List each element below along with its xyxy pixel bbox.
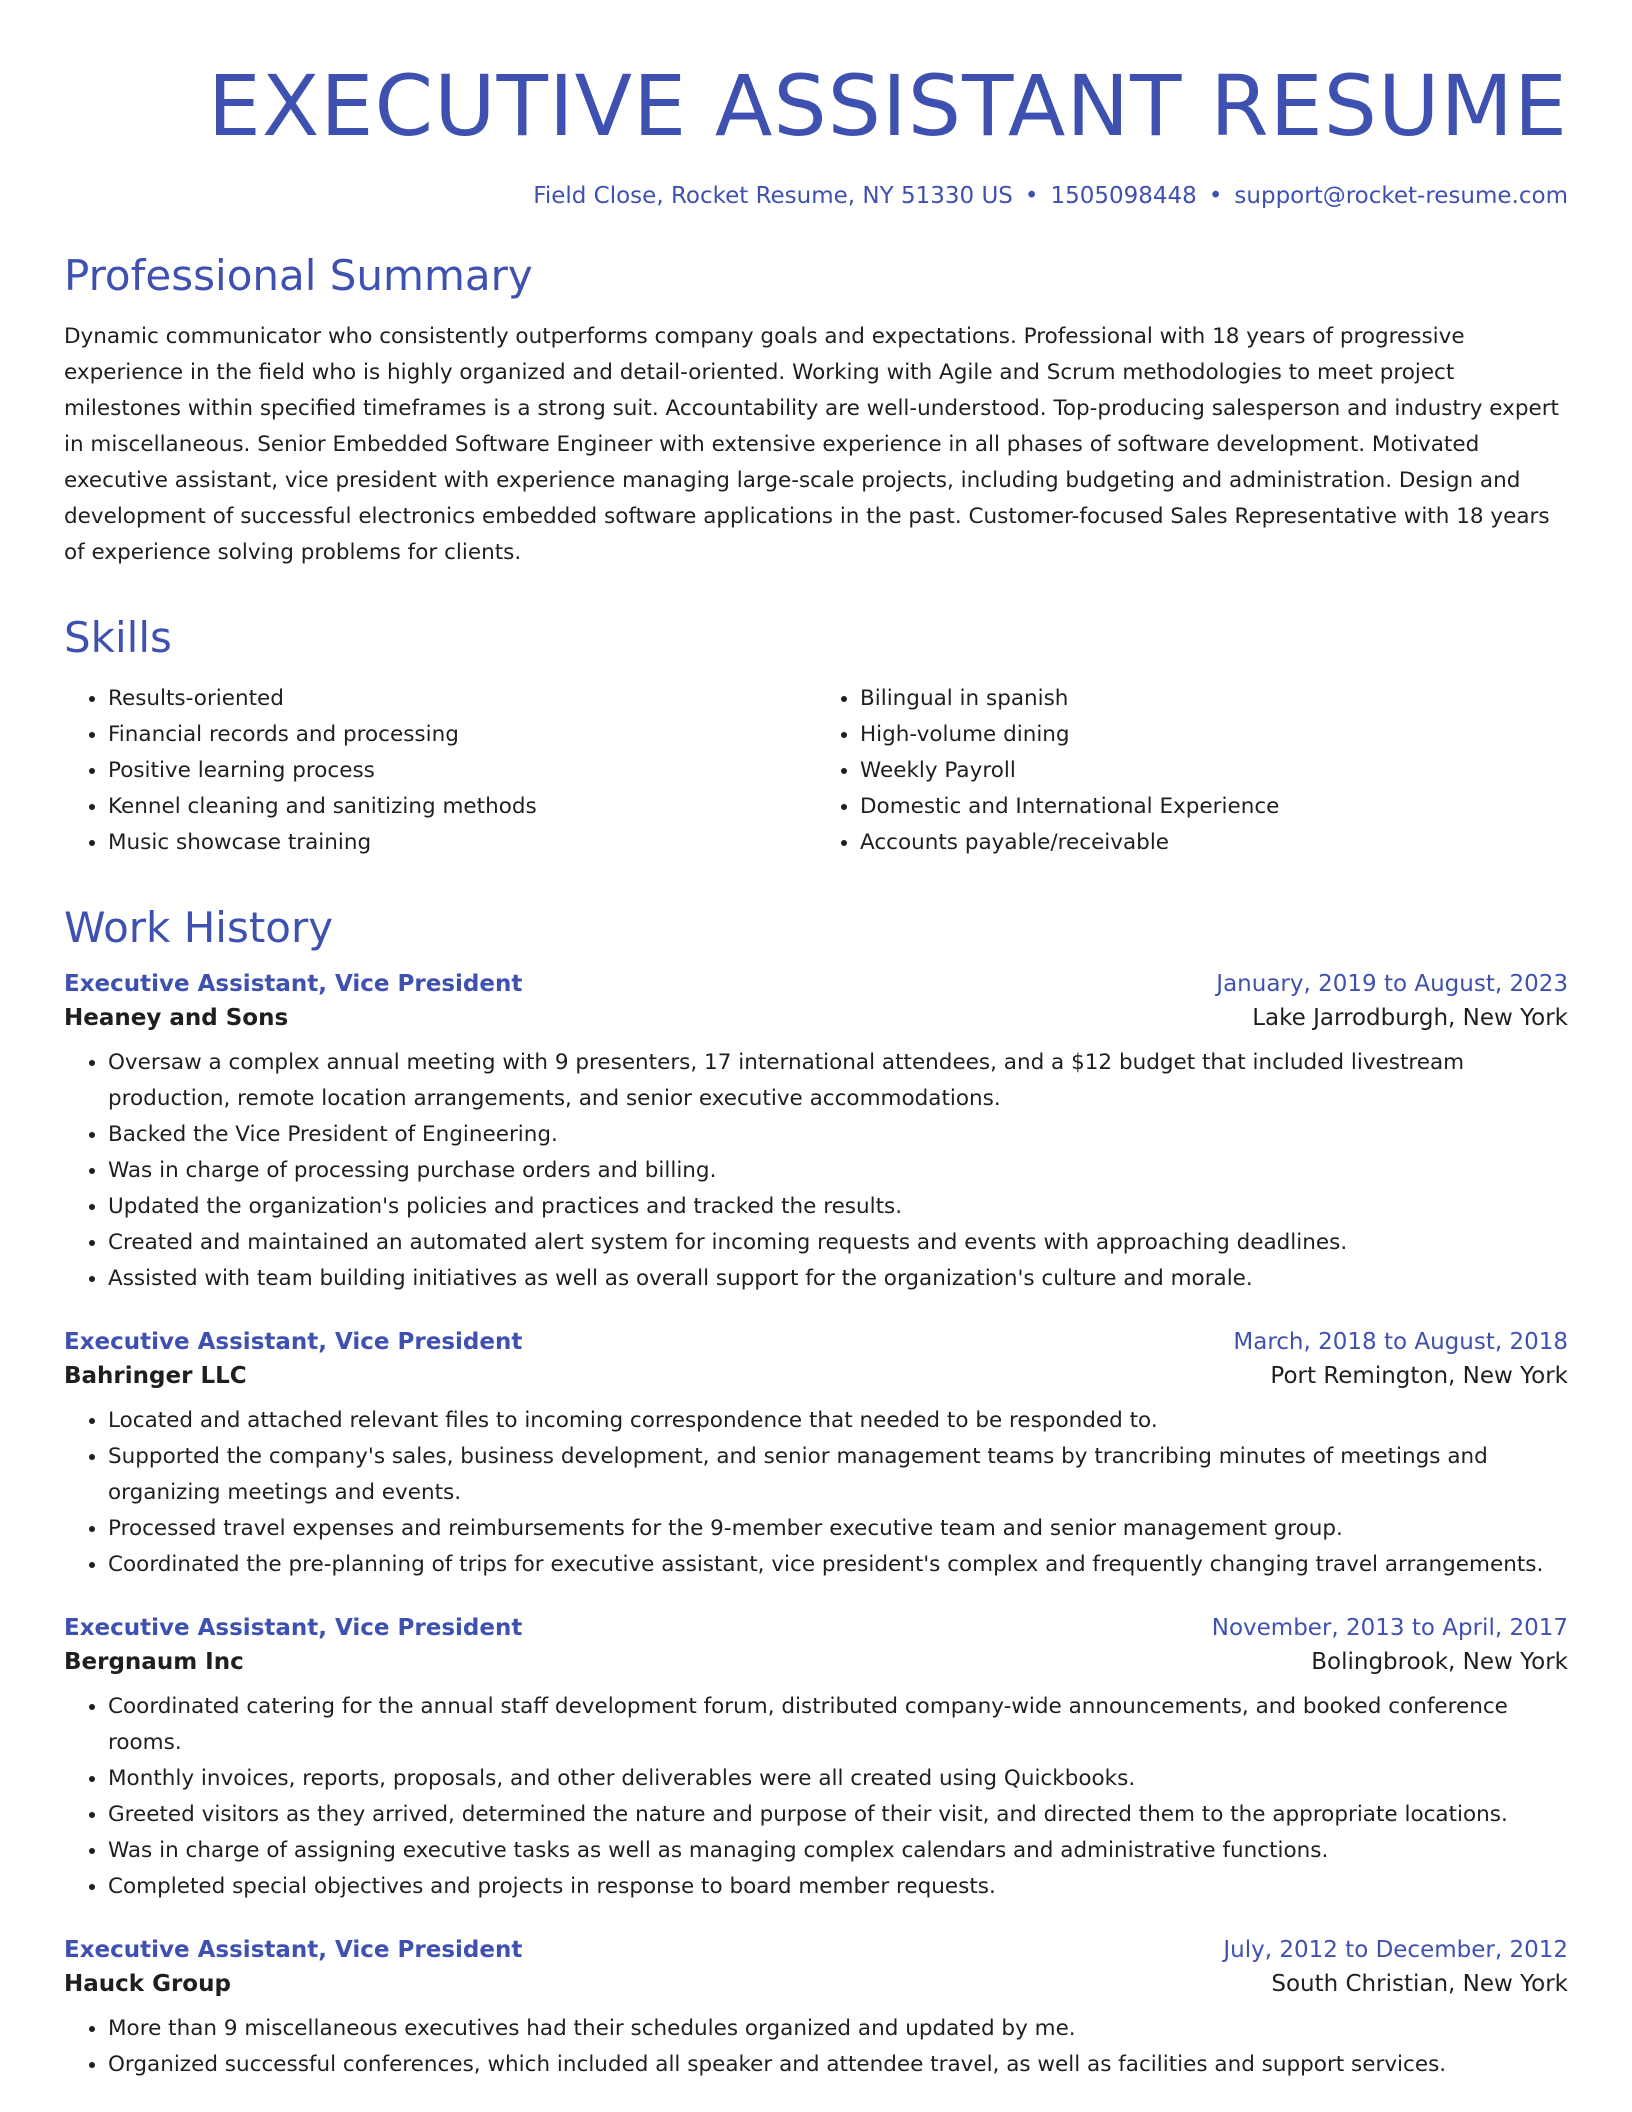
duty-item: • Supported the company's sales, business development, and senior management teams by trancribing minutes of meetings and organizing meetings and events.: [108, 1439, 1568, 1511]
job-entry: [64, 1615, 1568, 1905]
job-location: Bolingbrook, New York: [1311, 1649, 1568, 1676]
job-header: [64, 1615, 1568, 1641]
summary-text: Dynamic communicator who consistently outperforms company goals and expectations. Professional with 18 years of progressive experience in the field who is highly organized and detail-oriented. Working with Agile and Scrum methodologies to meet project milestones within specified timeframes is a strong suit. Accountability are well-understood. Top-producing salesperson and industry expert in miscellaneous. Senior Embedded Software Engineer with extensive experience in all phases of software development. Motivated executive assistant, vice president with experience managing large-scale projects, including budgeting and administration. Design and development of successful electronics embedded software applications in the past. Customer-focused Sales Representative with 18 years of experience solving problems for clients.: [64, 323, 1559, 565]
job-location: Lake Jarrodburgh, New York: [1252, 1005, 1568, 1032]
job-duties: [64, 1689, 1568, 1905]
job-duties: [64, 2011, 1568, 2083]
duty-item: • More than 9 miscellaneous executives had their schedules organized and updated by me.: [108, 2011, 1568, 2047]
job-location: Port Remington, New York: [1270, 1363, 1568, 1390]
job-entry: [64, 1937, 1568, 2083]
job-header: [64, 1329, 1568, 1355]
duty-item: • Coordinated catering for the annual staff development forum, distributed company-wide announcements, and booked conference rooms.: [108, 1689, 1568, 1761]
duty-item: • Assisted with team building initiatives as well as overall support for the organization's culture and morale.: [108, 1261, 1568, 1297]
skill-item: • Weekly Payroll: [860, 753, 1568, 789]
skills-list: [64, 681, 1568, 861]
contact-line: [64, 183, 1568, 209]
skill-item: • Bilingual in spanish: [860, 681, 1568, 717]
job-duties: [64, 1045, 1568, 1297]
company-name: Hauck Group: [64, 1971, 231, 1998]
job-title: Executive Assistant, Vice President: [64, 1937, 523, 1964]
skills-column-right: [816, 681, 1568, 861]
duty-item: • Was in charge of assigning executive tasks as well as managing complex calendars and administrative functions.: [108, 1833, 1568, 1869]
summary-heading: Professional Summary: [64, 250, 533, 300]
address-text: Field Close, Rocket Resume, NY 51330 US: [533, 182, 1013, 209]
job-dates: November, 2013 to April, 2017: [1211, 1615, 1568, 1642]
job-dates: March, 2018 to August, 2018: [1233, 1329, 1568, 1356]
job-dates: January, 2019 to August, 2023: [1216, 971, 1568, 998]
job-dates: July, 2012 to December, 2012: [1223, 1937, 1568, 1964]
duty-item: • Completed special objectives and projects in response to board member requests.: [108, 1869, 1568, 1905]
skill-item: • Music showcase training: [108, 825, 816, 861]
skill-item: • Kennel cleaning and sanitizing methods: [108, 789, 816, 825]
job-duties: [64, 1403, 1568, 1583]
duty-item: • Coordinated the pre-planning of trips for executive assistant, vice president's complex and frequently changing travel arrangements.: [108, 1547, 1568, 1583]
job-subheader: [64, 1005, 1568, 1031]
duty-item: • Updated the organization's policies and practices and tracked the results.: [108, 1189, 1568, 1225]
job-entry: [64, 971, 1568, 1297]
skill-item: • Positive learning process: [108, 753, 816, 789]
skills-column-left: [64, 681, 816, 861]
job-title: Executive Assistant, Vice President: [64, 1329, 523, 1356]
skill-item: • High-volume dining: [860, 717, 1568, 753]
duty-item: • Was in charge of processing purchase orders and billing.: [108, 1153, 1568, 1189]
phone-text: 1505098448: [1050, 182, 1197, 209]
duty-item: • Located and attached relevant files to incoming correspondence that needed to be responded to.: [108, 1403, 1568, 1439]
duty-item: • Organized successful conferences, which included all speaker and attendee travel, as well as facilities and support services.: [108, 2047, 1568, 2083]
skill-item: • Domestic and International Experience: [860, 789, 1568, 825]
job-header: [64, 1937, 1568, 1963]
duty-item: • Processed travel expenses and reimbursements for the 9-member executive team and senior management group.: [108, 1511, 1568, 1547]
job-title: Executive Assistant, Vice President: [64, 1615, 523, 1642]
duty-item: • Monthly invoices, reports, proposals, and other deliverables were all created using Quickbooks.: [108, 1761, 1568, 1797]
duty-item: • Created and maintained an automated alert system for incoming requests and events with approaching deadlines.: [108, 1225, 1568, 1261]
job-entry: [64, 1329, 1568, 1583]
job-location: South Christian, New York: [1271, 1971, 1568, 1998]
skills-heading: Skills: [64, 612, 172, 662]
company-name: Bahringer LLC: [64, 1363, 247, 1390]
skill-item: • Financial records and processing: [108, 717, 816, 753]
duty-item: • Greeted visitors as they arrived, determined the nature and purpose of their visit, and directed them to the appropriate locations.: [108, 1797, 1568, 1833]
job-subheader: [64, 1363, 1568, 1389]
separator-dot: •: [1208, 182, 1223, 209]
work-history-heading: Work History: [64, 903, 334, 953]
company-name: Bergnaum Inc: [64, 1649, 244, 1676]
company-name: Heaney and Sons: [64, 1005, 289, 1032]
job-header: [64, 971, 1568, 997]
job-subheader: [64, 1649, 1568, 1675]
skill-item: • Results-oriented: [108, 681, 816, 717]
job-title: Executive Assistant, Vice President: [64, 971, 523, 998]
duty-item: • Backed the Vice President of Engineering.: [108, 1117, 1568, 1153]
job-subheader: [64, 1971, 1568, 1997]
email-link[interactable]: support@rocket-resume.com: [1234, 182, 1568, 209]
separator-dot: •: [1024, 182, 1039, 209]
resume-title: EXECUTIVE ASSISTANT RESUME: [207, 57, 1568, 155]
duty-item: • Oversaw a complex annual meeting with 9 presenters, 17 international attendees, and a $12 budget that included livestream production, remote location arrangements, and senior executive accommodations.: [108, 1045, 1568, 1117]
skill-item: • Accounts payable/receivable: [860, 825, 1568, 861]
